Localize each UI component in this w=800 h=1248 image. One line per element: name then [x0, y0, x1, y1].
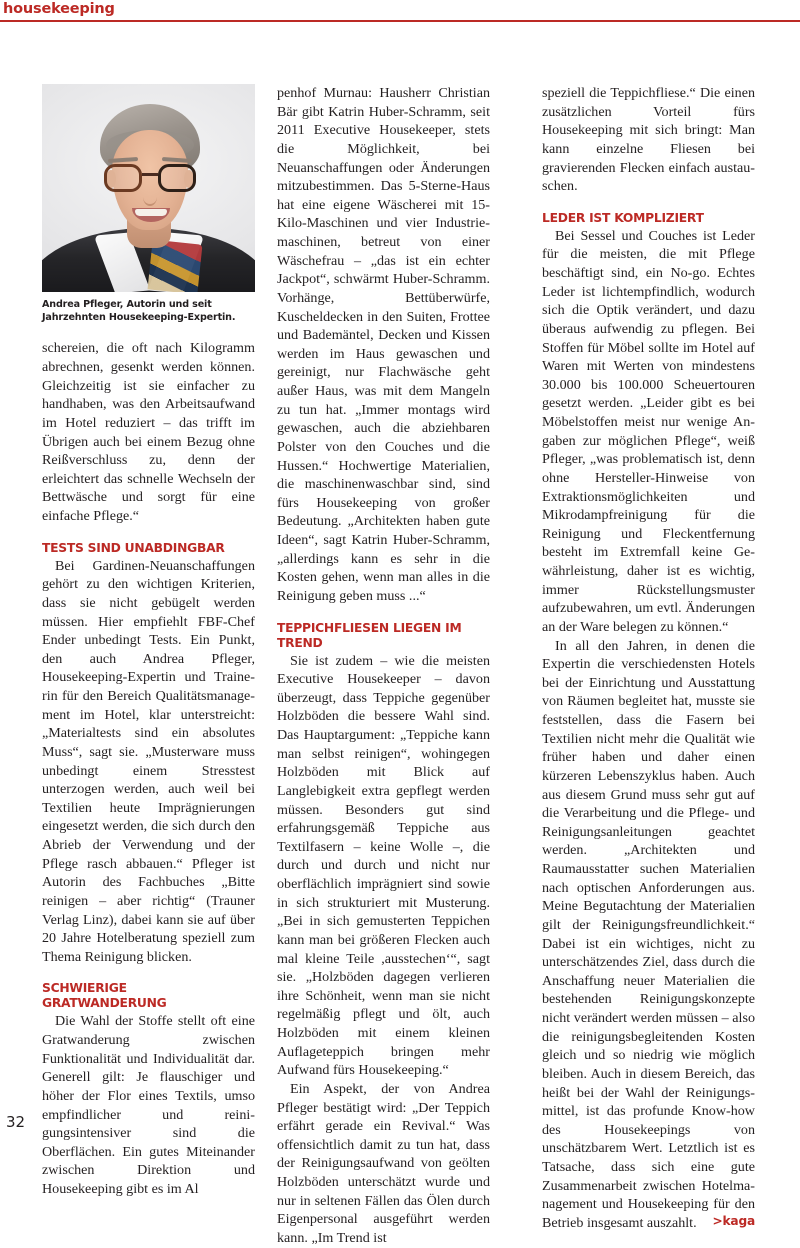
section-heading: LEDER IST KOMPLIZIERT: [542, 210, 704, 225]
running-head-label: housekeeping: [3, 1, 115, 17]
photo-glasses-lens-left: [104, 164, 142, 192]
paragraph: penhof Murnau: Hausherr Christian Bär gibt Katrin Huber-Schramm, seit 2011 Executive Housekeeper, stets die Möglichkeit, bei Neuanschaffungen oder Änderungen mitzubestimmen. Das 5-Sterne-Haus hat eine eigene Wäscherei mit 15-Kilo-Maschinen und vier Industriemaschinen, betreut von einer Wäschefrau – „das ist ein echter Jackpot“, schwärmt Huber-Schramm. Vorhänge, Bettüberwürfe, Kuscheldecken in den Suiten, Frottee und Bademäntel, Decken und Kissen werden im Haus gewaschen und gereinigt, nur Flachwäsche geht außer Haus, was mit dem Mangeln zu tun hat. „Immer montags wird gewaschen, auch die abziehbaren Polster von den Couches und die Hussen.“ Hochwertige Materialien, die maschinenwaschbar sind, sind fürs Housekeeping von großer Bedeutung. „Architekten haben gute Ideen“, sagt Katrin Huber-Schramm, „allerdings kann es sehr in die Kosten gehen, wenn man alles in die Reinigung geben muss ...“: [277, 85, 490, 604]
running-head: [0, 0, 800, 26]
caption-spacer: [42, 324, 255, 339]
paragraph: Sie ist zudem – wie die meisten Executive Housekeeper – davon überzeugt, dass Teppiche gegenüber Holzböden die bessere Wahl sind. Das Hauptargument: „Teppiche kann man selbst reinigen“, wohingegen Holzböden mit Blick auf Langlebigkeit extra gepflegt werden müssen. Besonders gut sind erfahrungsgemäß Teppiche aus Textilfasern – keine Wolle –, die durch und durch und nicht nur oberflächlich imprägniert sind sowie in sich strukturiert mit Musterung. „Bei in sich gemusterten Teppichen kann man bei größeren Flecken auch mal kleine Teile ,ausstechen‘“, sagt sie. „Holzböden dagegen verlieren ihre Schönheit, wenn man sie nicht regelmäßig pflegt und ölt, auch Holzböden mit einem kleinen Auflageteppich bringen mehr Aufwand fürs Housekeeping.“: [277, 652, 490, 1079]
author-byline: >kaga: [712, 1213, 755, 1228]
section-heading: TESTS SIND UNABDINGBAR: [42, 540, 225, 555]
photo-caption: Andrea Pfleger, Autorin und seit Jahrzehnten Housekeeping-Expertin.: [42, 299, 236, 324]
portrait-figure: [42, 84, 255, 324]
photo-glasses-lens-right: [158, 164, 196, 192]
photo-nose: [143, 188, 157, 206]
section-heading: SCHWIERIGE GRATWANDERUNG: [42, 981, 167, 1011]
text-column-1: [42, 84, 255, 1199]
portrait-photo: [42, 84, 255, 292]
paragraph: Bei Gardinen-Neuanschaffungen gehört zu den wichtigen Kriterien, dass sie nicht gebügelt werden müssen. Hier empfiehlt FBF-Chef Ender unbedingt Tests. Ein Punkt, den auch Andrea Pfleger, Housekeeping-Expertin und Trainerin für den Bereich Qualitätsmanagement im Hotel, klar unterstreicht: „Materialtests sind ein absolutes Muss“, sagt sie. „Musterware muss unbedingt einem Stresstest unterzogen werden, auch weil bei Textilien heute Imprägnierungen eingesetzt werden, die sich durch den Abrieb der Verwendung und der Pflege rasch abbauen.“ Pfleger ist Autorin des Fachbuches „Bitte reinigen – aber richtig“ (Trauner Verlag Linz), dabei kann sie auf über 20 Jahre Hotelberatung speziell zum Thema Reinigung blicken.: [42, 557, 255, 965]
paragraph: Ein Aspekt, der von Andrea Pfleger bestätigt wird: „Der Teppich erfährt gerade ein Revival.“ Was offensichtlich damit zu tun hat, dass der Reinigungsaufwand von geölten Holzböden unterschätzt wurde und nur in seltenen Fällen das Ölen durch Eigenpersonal ausgeführt werden kann. „Im Trend ist: [277, 1080, 490, 1246]
text-column-2: [277, 84, 490, 1248]
text-column-3: [542, 84, 755, 1231]
paragraph: schereien, die oft nach Kilogramm abrechnen, gesenkt werden können. Gleichzeitig ist sie einfacher zu handhaben, was den Arbeitsaufwand im Hotel reduziert – das trifft im Übrigen auch bei einem Bezug ohne Reißverschluss zu, denn der erleichtert das schnelle Wechseln der Bettwäsche und sorgt für eine einfache Pflege.“: [42, 340, 255, 525]
page-number: 32: [6, 1113, 26, 1131]
paragraph: In all den Jahren, in denen die Expertin die verschiedensten Hotels bei der Einrichtung und Ausstattung von Räumen begleitet hat, musste sie feststellen, dass die Fasern bei Textilien nicht mehr die Qualität wie früher haben und daher einen kürzeren Lebenszyklus haben. Auch aus diesem Grund muss sehr gut auf die Verarbeitung und die Pflege- und Reinigungsanleitungen geachtet werden. „Architekten und Raumausstatter suchen Materialien nach optischen Anforderungen aus. Meine Begutachtung der Materialien gilt der Reinigungsfreundlichkeit.“ Dabei ist ein wichtiges, nicht zu unterschätzendes Ziel, dass durch die Anschaffung neuer Materialien die bestehenden Reinigungskonzepte nicht verändert werden müssen – also die reinigungsbegleitenden Kosten gleich und so niedrig wie möglich bleiben. Auch in diesem Bereich, das heißt bei der Wahl der Reinigungsmittel, ist das profunde Know-how des Housekeepings von unschätzbarem Wert. Letztlich ist es Tatsache, dass sich eine gute Zusammenarbeit zwischen Hotelmanagement und Housekeeping für den Betrieb insgesamt auszahlt.: [542, 637, 755, 1231]
photo-glasses-bridge: [142, 173, 158, 176]
photo-teeth: [135, 209, 167, 216]
section-heading: TEPPICHFLIESEN LIEGEN IM TREND: [277, 620, 462, 650]
paragraph: speziell die Teppichfliese.“ Die einen zusätzlichen Vorteil fürs Housekeeping mit sich bringt: Man kann einzelne Fliesen bei gravierenden Flecken einfach austauschen.: [542, 85, 755, 195]
running-head-rule: [0, 20, 800, 22]
paragraph: Die Wahl der Stoffe stellt oft eine Gratwanderung zwischen Funktionalität und Individualität dar. Generell gilt: Je flauschiger und höher der Flor eines Textils, umso empfindlicher und reinigungsintensiver sind die Oberflächen. Ein gutes Miteinander zwischen Direktion und Housekeeping gibt es im Al: [42, 1013, 255, 1198]
paragraph: Bei Sessel und Couches ist Leder für die meisten, die mit Pflege beschäftigt sind, ein No-go. Echtes Leder ist lichtempfindlich, wodurch sich die Optik verändert, und dazu überaus aufwendig zu pflegen. Bei Stoffen für Möbel sollte im Hotel auf Waren mit Werten von mindestens 30.000 bis 100.000 Scheuertouren gesetzt werden. „Leider gibt es bei Möbelstoffen meist nur wenige Angaben zur möglichen Pflege“, weiß Pfleger, „was problematisch ist, denn ohne Hersteller-Hinweise von Extraktionsmöglichkeiten und Mikrodampfreinigung für die Reinigung und Fleckentfernung besteht im Extremfall keine Gewährleistung, daher ist es wichtig, immer Rückstellungsmuster aufzubewahren, um evtl. Änderungen an der Ware belegen zu können.“: [542, 227, 755, 635]
